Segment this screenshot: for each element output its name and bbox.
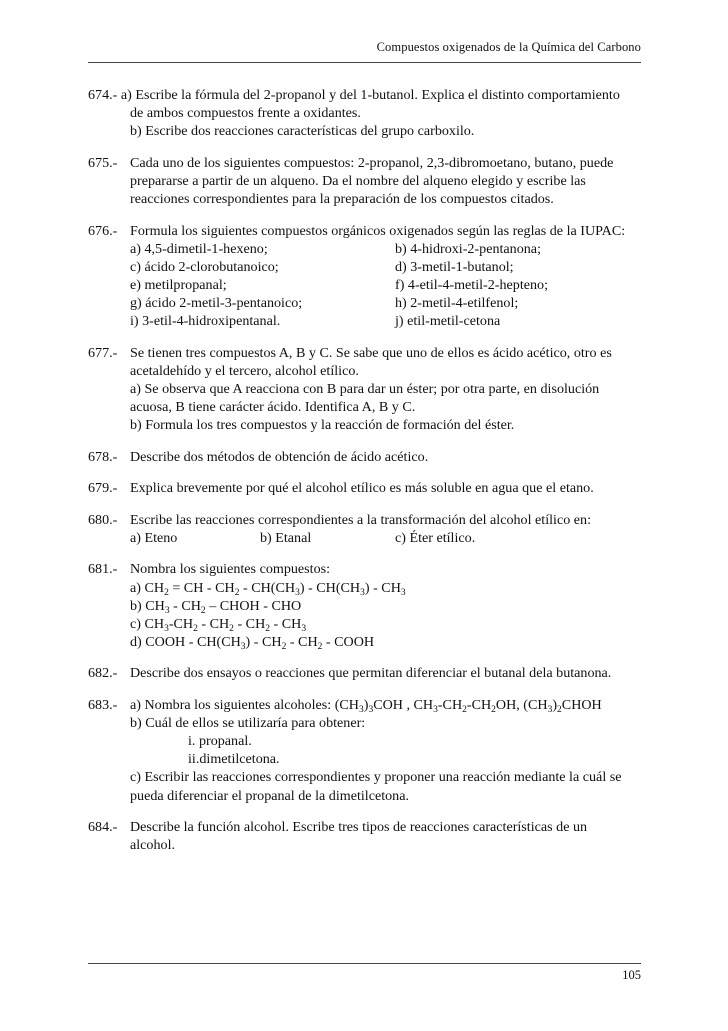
exercise-number: 676.- bbox=[88, 222, 118, 239]
exercise-676-intro: Formula los siguientes compuestos orgánicos oxigenados según las reglas de la IUPAC: bbox=[130, 222, 626, 239]
footer-rule bbox=[88, 963, 641, 964]
exercise-680 bbox=[88, 511, 641, 547]
compound-grid bbox=[130, 240, 641, 330]
exercise-674-line-1: 674.- a) Escribe la fórmula del 2-propanol y del 1-butanol. Explica el distinto comportamiento bbox=[88, 87, 620, 103]
exercise-678 bbox=[88, 448, 641, 466]
exercise-674-part-b: b) Escribe dos reacciones características del grupo carboxilo. bbox=[130, 123, 475, 140]
exercise-677-line-2: acetaldehído y el tercero, alcohol etílico. bbox=[130, 362, 359, 379]
exercise-list bbox=[88, 86, 641, 868]
formula-b: b) $CH_3 - CH_2$ – CHOH - CHO bbox=[130, 597, 302, 616]
exercise-684-line-1: Describe la función alcohol. Escribe tres tipos de reacciones características de un bbox=[130, 819, 588, 836]
compound-item: i) 3-etil-4-hidroxipentanal. bbox=[130, 313, 281, 330]
page-number: 105 bbox=[622, 968, 641, 982]
exercise-676 bbox=[88, 222, 641, 331]
exercise-683-part-b-ii: ii.dimetilcetona. bbox=[188, 751, 280, 768]
exercise-number: 677.- bbox=[88, 344, 118, 361]
exercise-number: 674.- bbox=[88, 87, 118, 103]
running-header: Compuestos oxigenados de la Química del Carbono bbox=[376, 40, 641, 54]
exercise-682 bbox=[88, 664, 641, 682]
exercise-number: 675.- bbox=[88, 154, 118, 171]
exercise-674 bbox=[88, 86, 641, 140]
exercise-681 bbox=[88, 560, 641, 650]
product-list bbox=[130, 529, 641, 547]
exercise-684-line-2: alcohol. bbox=[130, 837, 176, 854]
exercise-number: 679.- bbox=[88, 480, 118, 497]
compound-item: g) ácido 2-metil-3-pentanoico; bbox=[130, 294, 303, 311]
exercise-677 bbox=[88, 344, 641, 434]
exercise-677-part-b: b) Formula los tres compuestos y la reacción de formación del éster. bbox=[130, 417, 515, 433]
exercise-683-part-a: a) Nombra los siguientes alcoholes: $(CH_3)_3COH$ , $CH_3-CH_2-CH_2OH$, $(CH_3)_2CHOH$ bbox=[130, 697, 602, 716]
exercise-679 bbox=[88, 479, 641, 497]
exercise-683-part-b: b) Cuál de ellos se utilizaría para obtener: bbox=[130, 715, 366, 732]
compound-item: d) 3-metil-1-butanol; bbox=[395, 258, 514, 275]
exercise-number: 683.- bbox=[88, 697, 118, 714]
exercise-681-intro: Nombra los siguientes compuestos: bbox=[130, 561, 331, 578]
compound-item: e) metilpropanal; bbox=[130, 276, 227, 293]
exercise-number: 682.- bbox=[88, 665, 118, 682]
compound-item: c) ácido 2-clorobutanoico; bbox=[130, 258, 279, 275]
exercise-683-part-c-1: c) Escribir las reacciones correspondientes y proponer una reacción mediante la cuál se bbox=[130, 769, 622, 786]
compound-item: h) 2-metil-4-etilfenol; bbox=[395, 294, 519, 311]
exercise-683-part-c-2: pueda diferenciar el propanal de la dimetilcetona. bbox=[130, 787, 409, 804]
formula-d: d) COOH - $CH(CH_3) - CH_2 - CH_2$ - COOH bbox=[130, 633, 375, 652]
product-item: c) Éter etílico. bbox=[395, 529, 476, 546]
exercise-677-part-a-1: a) Se observa que A reacciona con B para dar un éster; por otra parte, en disolución bbox=[130, 380, 600, 397]
exercise-number: 684.- bbox=[88, 819, 118, 836]
exercise-683-part-b-i: i. propanal. bbox=[188, 733, 252, 750]
exercise-675-line-3: reacciones correspondientes para la preparación de los compuestos citados. bbox=[130, 190, 554, 207]
exercise-675-line-2: prepararse a partir de un alqueno. Da el nombre del alqueno elegido y escribe las bbox=[130, 172, 586, 189]
compound-item: b) 4-hidroxi-2-pentanona; bbox=[395, 240, 541, 257]
exercise-682-text: Describe dos ensayos o reacciones que permitan diferenciar el butanal dela butanona. bbox=[130, 665, 612, 682]
exercise-number: 678.- bbox=[88, 448, 118, 465]
exercise-677-part-a-2: acuosa, B tiene carácter ácido. Identifica A, B y C. bbox=[130, 398, 416, 415]
exercise-675-line-1: Cada uno de los siguientes compuestos: 2-propanol, 2,3-dibromoetano, butano, puede bbox=[130, 154, 614, 171]
exercise-674-line-2: de ambos compuestos frente a oxidantes. bbox=[130, 105, 361, 122]
formula-a: a) $CH_2$ = CH - $CH_2 - CH(CH_3) - CH(CH_3) - CH_3$ bbox=[130, 579, 406, 598]
exercise-684 bbox=[88, 818, 641, 854]
exercise-number: 681.- bbox=[88, 561, 118, 578]
compound-item: a) 4,5-dimetil-1-hexeno; bbox=[130, 240, 268, 257]
product-item: a) Eteno bbox=[130, 529, 178, 546]
exercise-683 bbox=[88, 696, 641, 805]
exercise-680-intro: Escribe las reacciones correspondientes a la transformación del alcohol etílico en: bbox=[130, 511, 591, 528]
exercise-number: 680.- bbox=[88, 511, 118, 528]
header-rule bbox=[88, 62, 641, 63]
exercise-678-text: Describe dos métodos de obtención de ácido acético. bbox=[130, 448, 429, 465]
exercise-677-line-1: Se tienen tres compuestos A, B y C. Se sabe que uno de ellos es ácido acético, otro es bbox=[130, 344, 612, 361]
formula-c: c) $CH_3-CH_2 - CH_2 - CH_2 - CH_3$ bbox=[130, 615, 307, 634]
exercise-675 bbox=[88, 154, 641, 208]
compound-item: j) etil-metil-cetona bbox=[395, 313, 501, 330]
product-item: b) Etanal bbox=[260, 529, 312, 546]
compound-item: f) 4-etil-4-metil-2-hepteno; bbox=[395, 276, 549, 293]
exercise-679-text: Explica brevemente por qué el alcohol etílico es más soluble en agua que el etano. bbox=[130, 480, 594, 497]
